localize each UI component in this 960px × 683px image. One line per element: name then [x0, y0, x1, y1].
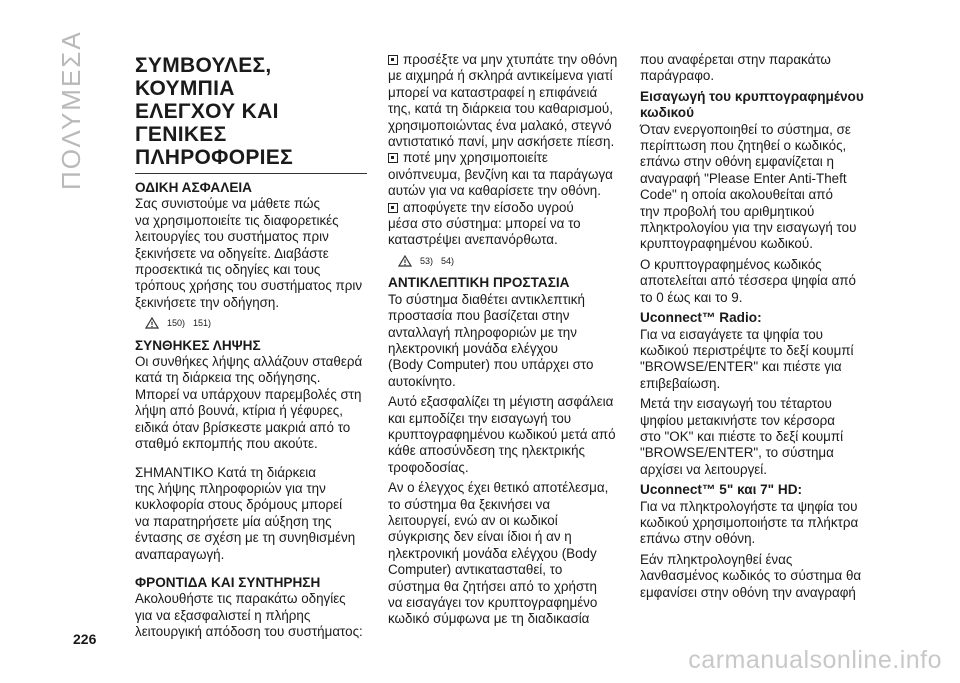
code-format-text: Ο κρυπτογραφημένος κωδικός αποτελείται από τέσσερα ψηφία από το 0 έως και το 9.: [640, 256, 857, 305]
chapter-side-tab: [38, 30, 98, 190]
column-2: [388, 52, 620, 628]
reception-text: Οι συνθήκες λήψης αλλάζουν σταθερά κατά τη διάρκεια της οδήγησης. Μπορεί να υπάρχουν παρεμβολές στη λήψη από βουνά, κτίρια ή γέφυρες, ειδικά όταν βρίσκεστε μακριά από το σταθμό εκπομπής που ακούτε.: [135, 354, 363, 452]
note-ref-link[interactable]: 53): [420, 255, 434, 266]
warning-icon: [398, 255, 412, 267]
anti-theft-text: Αν ο έλεγχος έχει θετικό αποτέλεσμα, το σύστημα θα ξεκινήσει να λειτουργεί, ενώ αν οι κωδικοί σύγκρισης δεν είναι ίδιοι ή αν η ηλεκτρονική μονάδα ελέγχου (Body Computer) αντικατασταθεί, το σύστημα θα ζητήσει από το χρήστη να εισαγάγει τον κρυπτογραφημένο κωδικό σύμφωνα με τη διαδικασία: [388, 480, 609, 627]
watermark: carmanualsonline.info: [688, 646, 942, 674]
code-entry-text: Όταν ενεργοποιηθεί το σύστημα, σε περίπτωση που ζητηθεί ο κωδικός, επάνω στην οθόνη εμφανίζεται η αναγραφή "Please Enter Anti-Theft Code" η οποία ακολουθείται από την προβολή του αριθμητικού πληκτρολογίου για την εισαγωγή του κρυπτογραφημένου κωδικού.: [640, 121, 857, 252]
bullet-item: αποφύγετε την είσοδο υγρού μέσα στο σύστημα: μπορεί να το καταστρέψει ανεπανόρθωτα.: [388, 199, 581, 248]
anti-theft-text: Αυτό εξασφαλίζει τη μέγιστη ασφάλεια και εμποδίζει την εισαγωγή του κρυπτογραφημένου κωδικού μετά από κάθε αποσύνδεση της ηλεκτρικής τροφοδοσίας.: [388, 394, 616, 475]
note-ref-link[interactable]: 150): [167, 318, 186, 329]
hd-heading: Uconnect™ 5" και 7" HD:: [640, 482, 803, 498]
radio-text: Για να εισαγάγετε τα ψηφία του κωδικού περιστρέψτε το δεξί κουμπί "BROWSE/ENTER" και πιέστε για επιβεβαίωση.: [640, 326, 854, 391]
warning-icon: [145, 317, 159, 329]
chapter-label: ΠΟΛΥΜΕΣΑ: [56, 30, 86, 190]
page-number: 226: [73, 631, 97, 647]
code-entry-heading: Εισαγωγή του κρυπτογραφημένου κωδικού: [640, 88, 864, 121]
warning-note-refs: [145, 315, 367, 331]
warning-note-refs: [398, 253, 620, 269]
note-ref-link[interactable]: 54): [441, 255, 455, 266]
column-3: [640, 52, 872, 601]
anti-theft-text: Το σύστημα διαθέτει αντικλεπτική προστασία που βασίζεται στην ανταλλαγή πληροφοριών με την ηλεκτρονική μονάδα ελέγχου (Body Computer) που υπάρχει στο αυτοκίνητο.: [388, 291, 594, 389]
hd-text: Για να πληκτρολογήστε τα ψηφία του κωδικού χρησιμοποιήστε τα πλήκτρα επάνω στην οθόνη.: [640, 498, 859, 547]
square-bullet-icon: [388, 153, 398, 163]
title-rule: [135, 173, 367, 174]
anti-theft-heading: ΑΝΤΙΚΛΕΠΤΙΚΗ ΠΡΟΣΤΑΣΙΑ: [388, 275, 570, 291]
hd-text: Εάν πληκτρολογηθεί ένας λανθασμένος κωδικός το σύστημα θα εμφανίσει στην οθόνη την αναγραφή: [640, 551, 862, 600]
column-1: [135, 52, 367, 641]
radio-text: Μετά την εισαγωγή του τέταρτου ψηφίου μετακινήστε τον κέρσορα στο "OK" και πιέστε το δεξί κουμπί "BROWSE/ENTER", το σύστημα αρχίσει να λειτουργεί.: [640, 396, 844, 477]
square-bullet-icon: [388, 203, 398, 213]
care-text: Ακολουθήστε τις παρακάτω οδηγίες για να εξασφαλιστεί η πλήρης λειτουργική απόδοση του συστήματος:: [135, 591, 363, 640]
bullet-item: προσέξτε να μην χτυπάτε την οθόνη με αιχμηρά ή σκληρά αντικείμενα γιατί μπορεί να καταστραφεί η επιφάνειά της, κατά τη διάρκεια του καθαρισμού, χρησιμοποιώντας ένα μαλακό, στεγνό αντιστατικό πανί, μην ασκήσετε πίεση.: [388, 52, 618, 150]
section-title: ΣΥΜΒΟΥΛΕΣ, ΚΟΥΜΠΙΑ ΕΛΕΓΧΟΥ ΚΑΙ ΓΕΝΙΚΕΣ ΠΛΗΡΟΦΟΡΙΕΣ: [135, 54, 294, 169]
square-bullet-icon: [388, 55, 398, 65]
note-ref-link[interactable]: 151): [193, 318, 212, 329]
road-safety-heading: ΟΔΙΚΗ ΑΣΦΑΛΕΙΑ: [135, 180, 252, 195]
important-note: ΣΗΜΑΝΤΙΚΟ Κατά τη διάρκεια της λήψης πληροφοριών για την κυκλοφορία στους δρόμους μπορεί να παρατηρήσετε μία αύξηση της έντασης σε σχέση με τη συνηθισμένη αναπαραγωγή.: [135, 464, 356, 562]
bullet-item: ποτέ μην χρησιμοποιείτε οινόπνευμα, βενζίνη και τα παράγωγα αυτών για να καθαρίσετε την οθόνη.: [388, 150, 613, 199]
radio-heading: Uconnect™ Radio:: [640, 310, 762, 326]
road-safety-text: Σας συνιστούμε να μάθετε πώς να χρησιμοποιείτε τις διαφορετικές λειτουργίες του συστήματος πριν ξεκινήσετε να οδηγείτε. Διαβάστε προσεκτικά τις οδηγίες και τους τρόπους χρήσης του συστήματος πριν ξεκινήσετε την οδήγηση.: [135, 196, 363, 310]
continuation-text: που αναφέρεται στην παρακάτω παράγραφο.: [640, 52, 831, 84]
reception-heading: ΣΥΝΘΗΚΕΣ ΛΗΨΗΣ: [135, 337, 261, 353]
care-heading: ΦΡΟΝΤΙΔΑ ΚΑΙ ΣΥΝΤΗΡΗΣΗ: [135, 574, 321, 590]
